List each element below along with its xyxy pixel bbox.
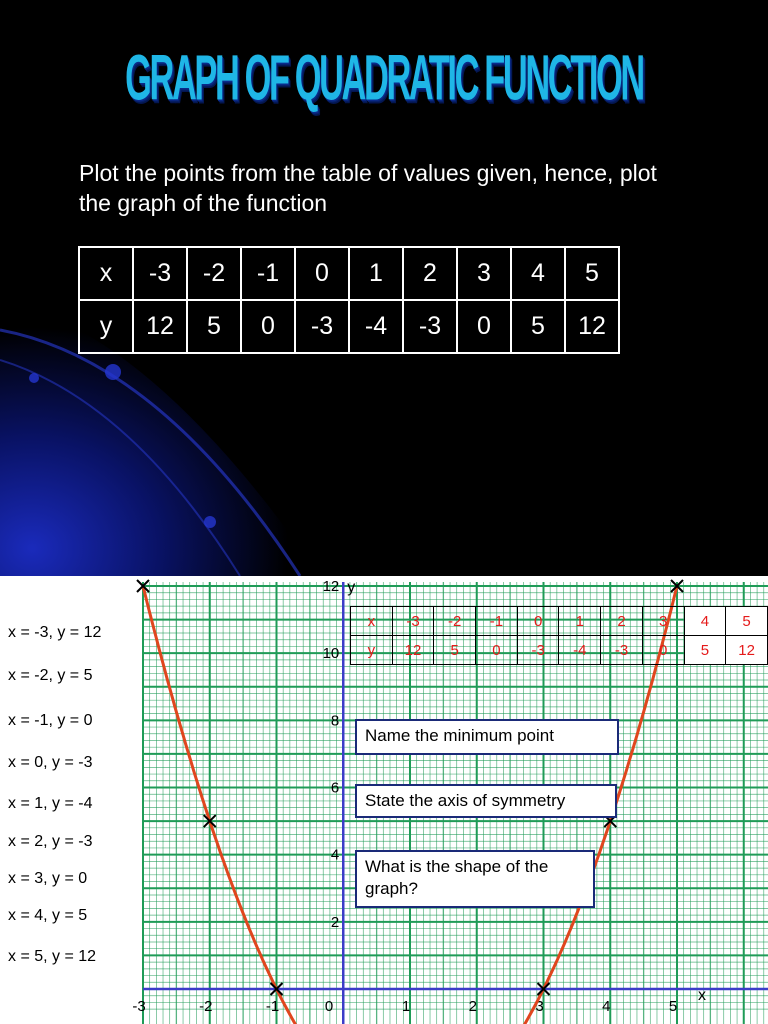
- overlay-cell: 5: [726, 607, 768, 636]
- y-tick-label: 2: [330, 913, 340, 931]
- x-cell: -2: [187, 247, 241, 300]
- y-tick-label: 4: [330, 846, 340, 864]
- x-tick-label: 0: [324, 998, 334, 1015]
- x-cell: 3: [457, 247, 511, 300]
- x-cell: 1: [349, 247, 403, 300]
- overlay-cell: 4: [684, 607, 726, 636]
- row-label-y: y: [79, 300, 133, 353]
- overlay-cell: -3: [392, 607, 434, 636]
- point-label: x = 0, y = -3: [8, 754, 93, 771]
- x-cell: 5: [565, 247, 619, 300]
- y-cell: -3: [403, 300, 457, 353]
- y-tick-label: 8: [330, 712, 340, 730]
- question-minimum-point: Name the minimum point: [355, 719, 619, 755]
- point-label: x = 1, y = -4: [8, 795, 93, 812]
- overlay-cell: 0: [476, 636, 518, 665]
- x-cell: 4: [511, 247, 565, 300]
- overlay-cell: -3: [601, 636, 643, 665]
- overlay-cell: 2: [601, 607, 643, 636]
- overlay-cell: y: [351, 636, 393, 665]
- y-axis-label: y: [347, 579, 356, 596]
- overlay-cell: 1: [559, 607, 601, 636]
- x-tick-label: 2: [468, 998, 477, 1015]
- x-tick-label: 5: [668, 998, 678, 1015]
- question-axis-of-symmetry: State the axis of symmetry: [355, 784, 617, 818]
- overlay-cell: -1: [476, 607, 518, 636]
- y-cell: 12: [133, 300, 187, 353]
- point-label: x = -3, y = 12: [8, 624, 102, 641]
- y-tick-label: 12: [322, 578, 340, 595]
- instruction-text: Plot the points from the table of values given, hence, plot the graph of the function: [79, 160, 657, 216]
- x-cell: 2: [403, 247, 457, 300]
- point-label: x = 2, y = -3: [8, 833, 93, 850]
- overlay-cell: 12: [392, 636, 434, 665]
- overlay-cell: x: [351, 607, 393, 636]
- y-cell: -3: [295, 300, 349, 353]
- y-cell: 5: [187, 300, 241, 353]
- overlay-cell: 5: [434, 636, 476, 665]
- y-cell: 0: [241, 300, 295, 353]
- y-cell: 5: [511, 300, 565, 353]
- x-cell: -3: [133, 247, 187, 300]
- x-cell: -1: [241, 247, 295, 300]
- x-tick-label: 3: [535, 998, 544, 1015]
- slide-title: GRAPH OF QUADRATIC FUNCTION: [125, 42, 643, 114]
- graph-panel: [0, 576, 768, 1024]
- y-tick-label: 10: [322, 645, 340, 663]
- overlay-value-table: [350, 606, 768, 665]
- y-cell: 12: [565, 300, 619, 353]
- overlay-cell: -3: [517, 636, 559, 665]
- x-tick-label: 1: [401, 998, 411, 1015]
- point-label: x = -1, y = 0: [8, 712, 93, 729]
- overlay-cell: 5: [684, 636, 726, 665]
- point-label: x = 4, y = 5: [8, 907, 88, 924]
- x-tick-label: -3: [132, 998, 146, 1015]
- x-axis-label: x: [698, 987, 706, 1004]
- x-cell: 0: [295, 247, 349, 300]
- point-label: x = 5, y = 12: [8, 948, 97, 965]
- overlay-cell: 12: [726, 636, 768, 665]
- overlay-cell: -2: [434, 607, 476, 636]
- row-label-x: x: [79, 247, 133, 300]
- table-row-y: [79, 300, 619, 353]
- overlay-cell: 0: [517, 607, 559, 636]
- overlay-row-y: [351, 636, 768, 665]
- x-tick-label: 4: [602, 998, 611, 1015]
- y-cell: -4: [349, 300, 403, 353]
- y-cell: 0: [457, 300, 511, 353]
- overlay-cell: -4: [559, 636, 601, 665]
- overlay-cell: 3: [642, 607, 684, 636]
- table-row-x: [79, 247, 619, 300]
- question-shape-of-graph: What is the shape of the graph?: [355, 850, 595, 908]
- point-label: x = 3, y = 0: [8, 870, 88, 887]
- x-tick-label: -1: [265, 998, 280, 1015]
- overlay-row-x: [351, 607, 768, 636]
- overlay-cell: 0: [642, 636, 684, 665]
- y-tick-label: 6: [330, 779, 340, 797]
- x-tick-label: -2: [199, 998, 213, 1015]
- point-label: x = -2, y = 5: [8, 667, 93, 684]
- table-of-values: [78, 246, 620, 354]
